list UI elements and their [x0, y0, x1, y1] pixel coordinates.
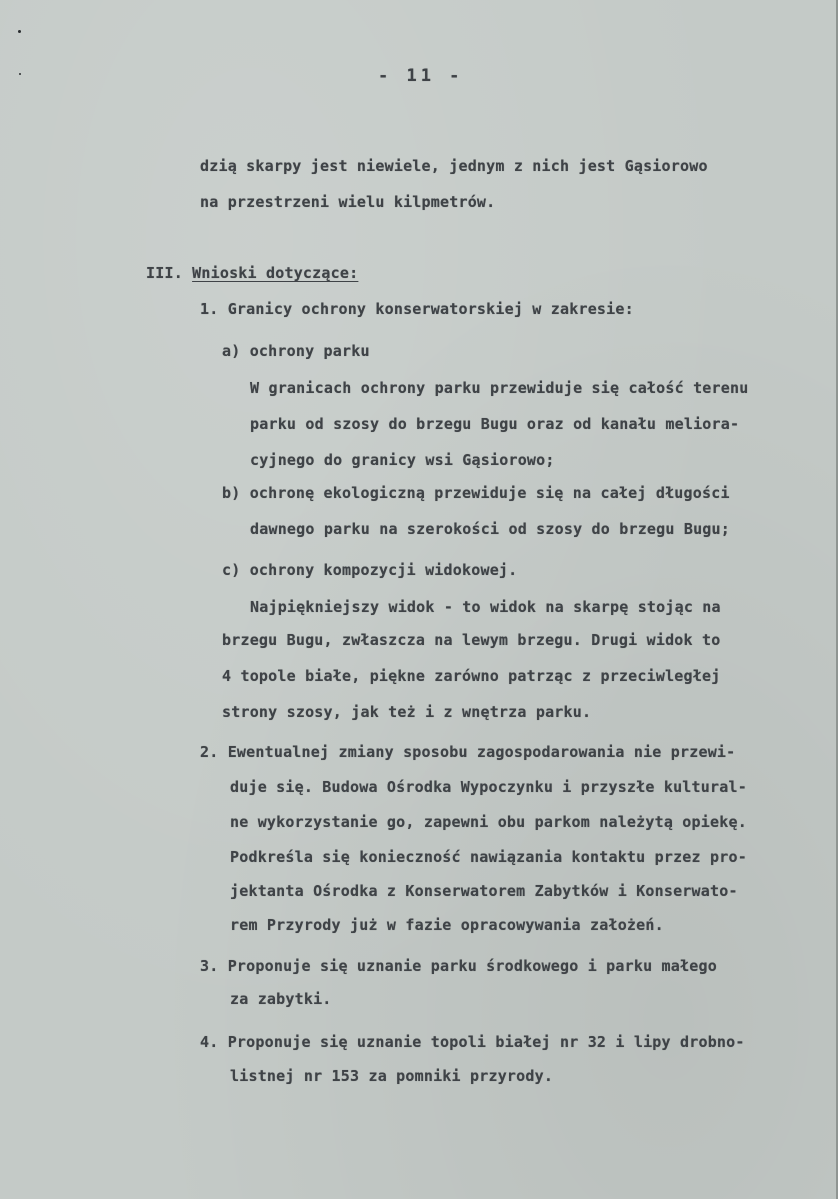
text-line: jektanta Ośrodka z Konserwatorem Zabytków i Konserwato-: [230, 882, 738, 900]
text-line: a) ochrony parku: [222, 342, 370, 360]
page-number: - 11 -: [378, 66, 464, 86]
text-line: 4 topole białe, piękne zarówno patrząc z przeciwległej: [222, 667, 721, 685]
text-line: 1. Granicy ochrony konserwatorskiej w zakresie:: [200, 300, 634, 318]
text-line: parku od szosy do brzegu Bugu oraz od kanału meliora-: [250, 415, 740, 433]
text-line: cyjnego do granicy wsi Gąsiorowo;: [250, 451, 555, 469]
text-line: Podkreśla się konieczność nawiązania kontaktu przez pro-: [230, 848, 747, 866]
section-heading-text: III. Wnioski dotyczące:: [146, 264, 359, 282]
speck-mark: [18, 30, 21, 33]
text-line: ne wykorzystanie go, zapewni obu parkom należytą opiekę.: [230, 813, 747, 831]
text-line: dawnego parku na szerokości od szosy do brzegu Bugu;: [250, 520, 730, 538]
text-line: za zabytki.: [230, 990, 332, 1008]
text-line: listnej nr 153 za pomniki przyrody.: [230, 1067, 554, 1085]
text-line: W granicach ochrony parku przewiduje się całość terenu: [250, 379, 749, 397]
text-line: Najpiękniejszy widok - to widok na skarpę stojąc na: [250, 598, 721, 616]
text-line: duje się. Budowa Ośrodka Wypoczynku i przyszłe kultural-: [230, 778, 747, 796]
text-line: 4. Proponuje się uznanie topoli białej nr 32 i lipy drobno-: [200, 1033, 745, 1051]
text-line: 3. Proponuje się uznanie parku środkowego i parku małego: [200, 957, 717, 975]
speck-mark: [19, 73, 21, 75]
text-line: brzegu Bugu, zwłaszcza na lewym brzegu. Drugi widok to: [222, 631, 721, 649]
text-line: rem Przyrody już w fazie opracowywania założeń.: [230, 916, 664, 934]
text-line: dzią skarpy jest niewiele, jednym z nich jest Gąsiorowo: [200, 157, 708, 175]
section-heading: [146, 264, 358, 282]
text-line: 2. Ewentualnej zmiany sposobu zagospodarowania nie przewi-: [200, 743, 736, 761]
text-line: b) ochronę ekologiczną przewiduje się na całej długości: [222, 484, 730, 502]
text-line: na przestrzeni wielu kilpmetrów.: [200, 193, 496, 211]
text-line: c) ochrony kompozycji widokowej.: [222, 561, 518, 579]
text-line: strony szosy, jak też i z wnętrza parku.: [222, 703, 592, 721]
